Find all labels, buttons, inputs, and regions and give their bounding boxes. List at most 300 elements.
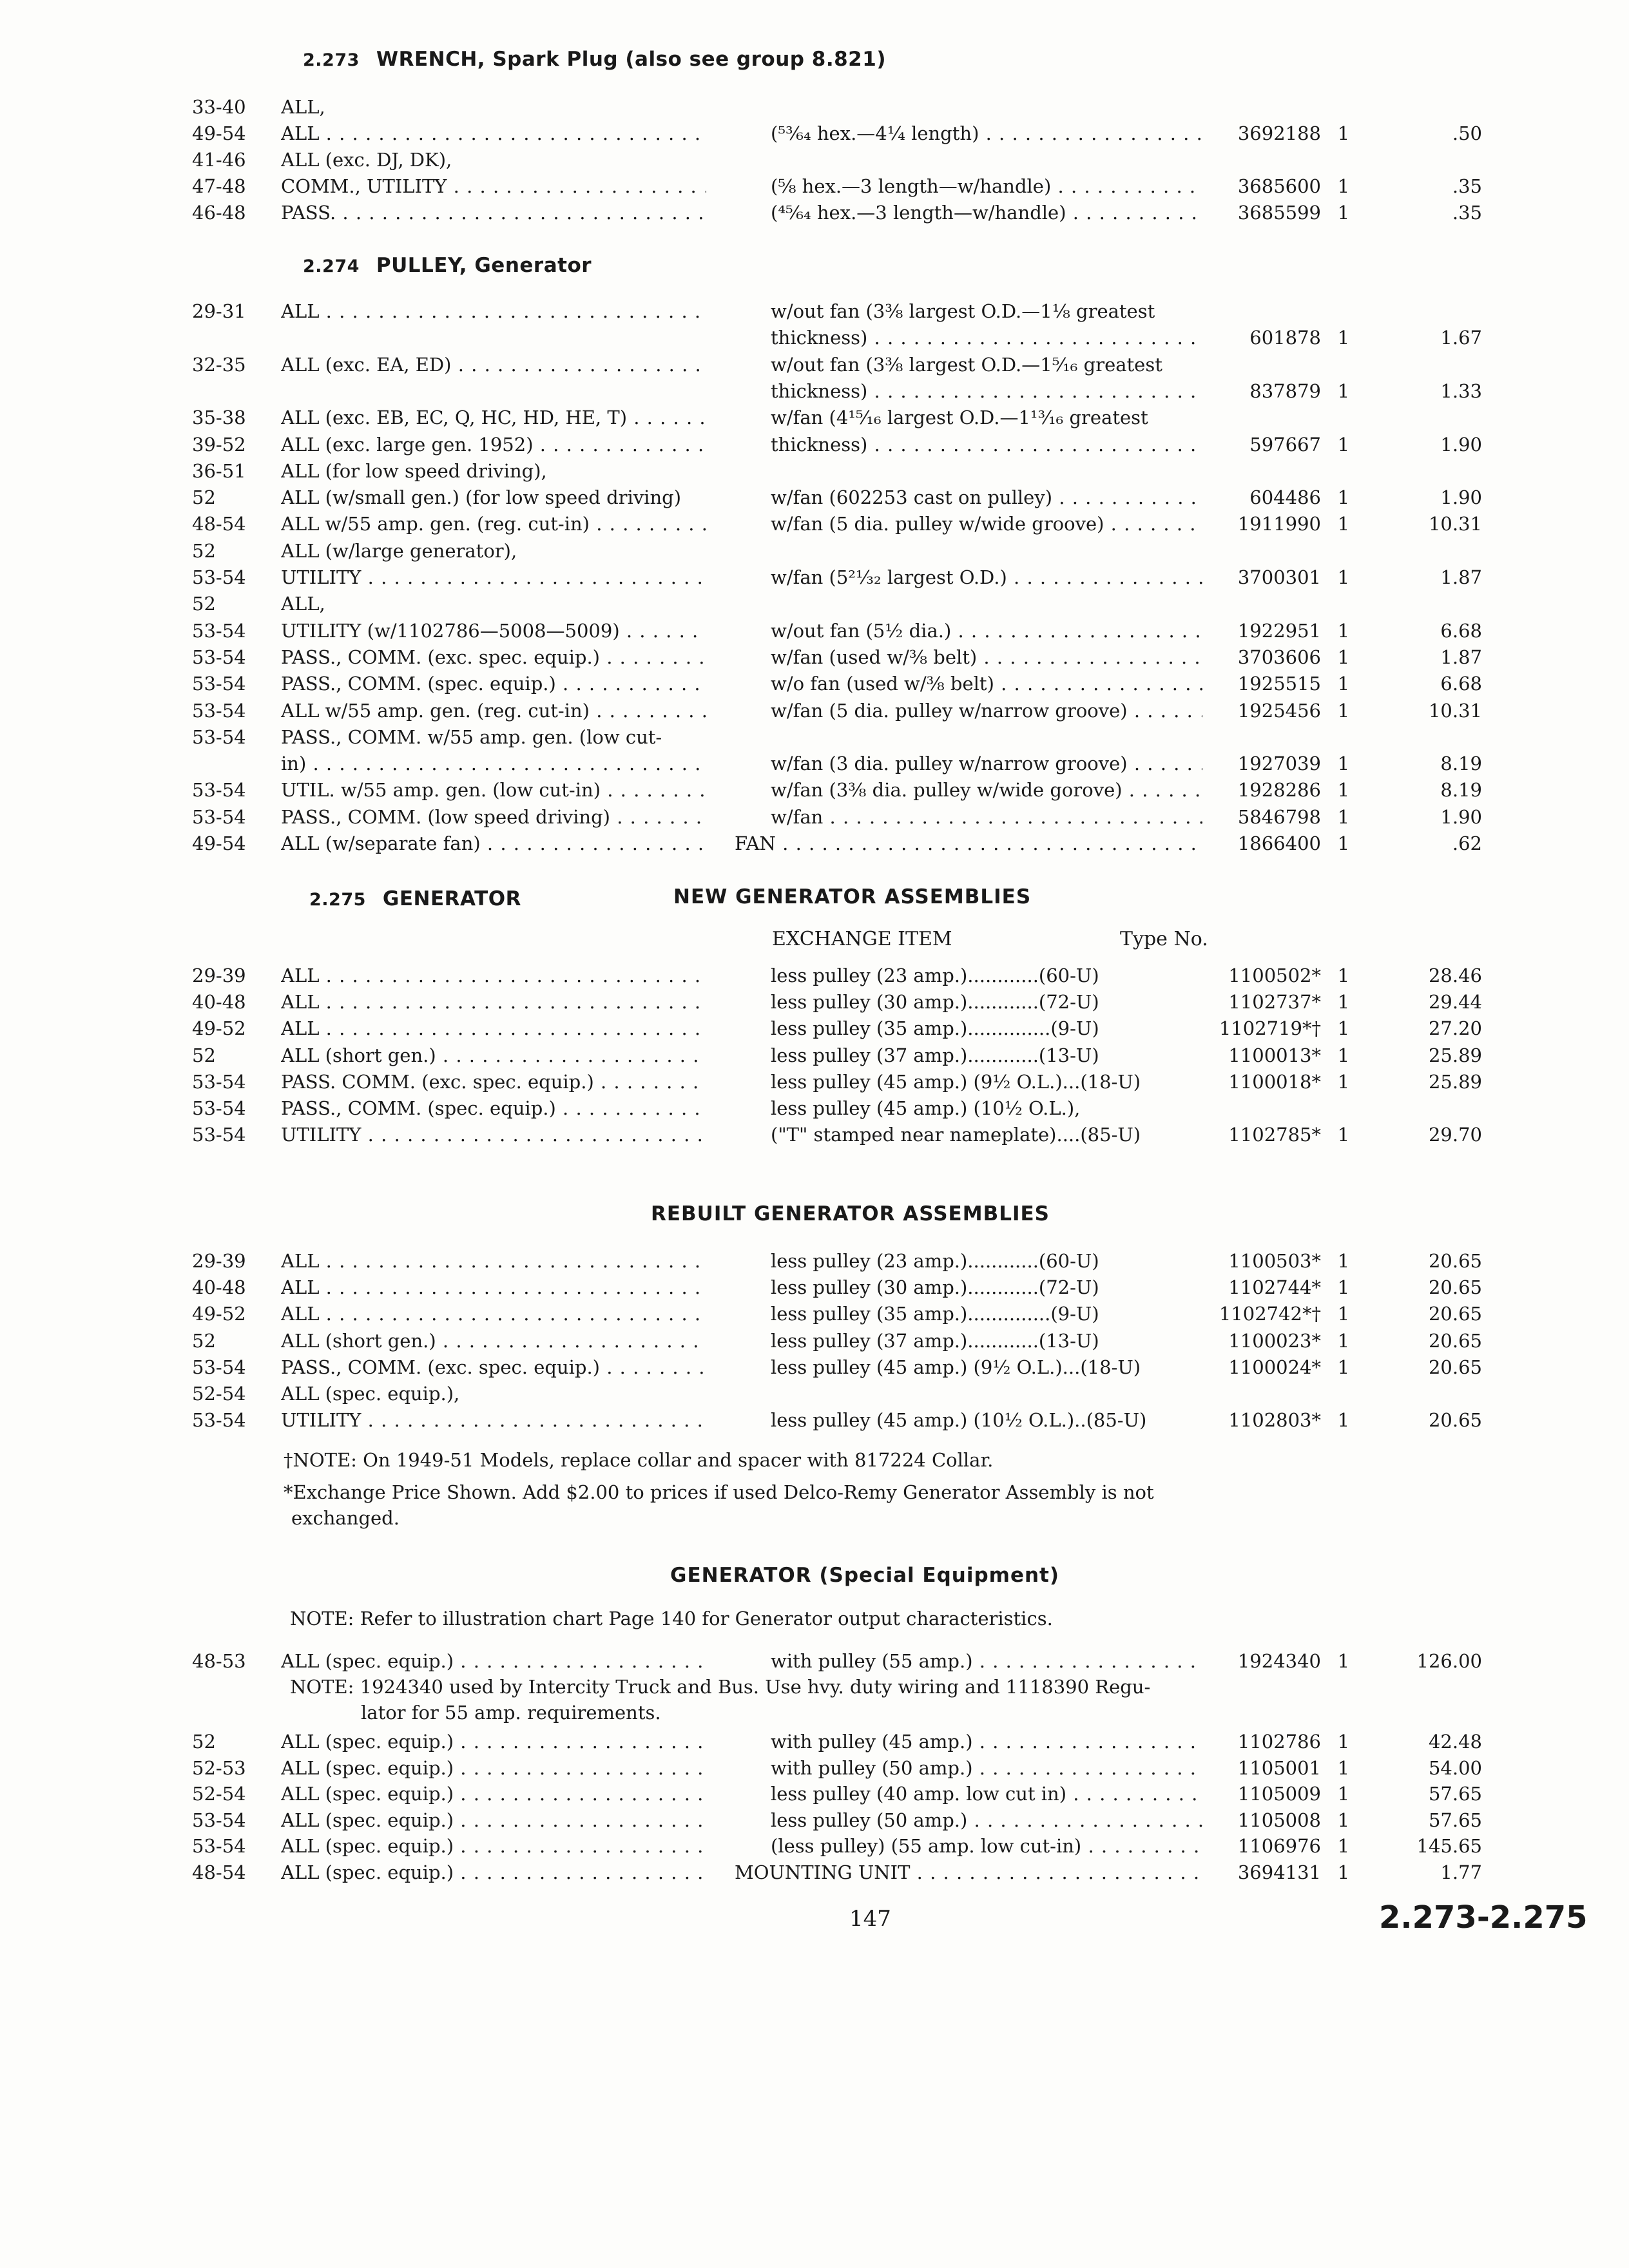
model-years: 53-54	[192, 1097, 246, 1119]
price: 1.90	[1440, 433, 1482, 456]
quantity: 1	[1337, 1276, 1350, 1299]
application: ALL (spec. equip.) . . .	[281, 1833, 706, 1859]
quantity: 1	[1337, 1124, 1350, 1146]
model-years: 35-38	[192, 407, 246, 429]
application: ALL . . .	[281, 298, 706, 324]
description: less pulley (45 amp.) (9½ O.L.)...(18-U)	[771, 1070, 1141, 1093]
quantity: 1	[1337, 327, 1350, 349]
part-row	[0, 538, 1629, 564]
price: 1.87	[1440, 566, 1482, 588]
part-row	[0, 458, 1629, 484]
part-number: 1100023*	[1228, 1329, 1321, 1352]
price: 10.31	[1428, 513, 1482, 535]
model-years: 53-54	[192, 1070, 246, 1093]
quantity: 1	[1337, 991, 1350, 1014]
price: 6.68	[1440, 619, 1482, 642]
part-row	[0, 1781, 1629, 1807]
section-heading: WRENCH, Spark Plug (also see group 8.821)	[376, 48, 886, 71]
quantity: 1	[1337, 380, 1350, 402]
part-row	[0, 173, 1629, 199]
model-years: 53-54	[192, 699, 246, 722]
part-row	[0, 1328, 1629, 1354]
part-number: 601878	[1249, 327, 1321, 349]
part-number: 5846798	[1237, 805, 1321, 828]
part-row	[0, 1301, 1629, 1327]
part-number: 1100018*	[1228, 1070, 1321, 1093]
quantity: 1	[1337, 1835, 1350, 1857]
application: ALL (w/small gen.) (for low speed driving)	[281, 486, 682, 509]
quantity: 1	[1337, 1756, 1350, 1779]
quantity: 1	[1337, 1809, 1350, 1831]
application: ALL (spec. equip.) . . .	[281, 1729, 706, 1754]
part-number: 1100502*	[1228, 965, 1321, 986]
special-inline-note-cont: lator for 55 amp. requirements.	[361, 1702, 661, 1724]
model-years: 53-54	[192, 646, 246, 668]
application: ALL . . .	[281, 1274, 706, 1300]
quantity: 1	[1337, 805, 1350, 828]
price: 20.65	[1428, 1329, 1482, 1352]
part-number: 1924340	[1237, 1650, 1321, 1672]
model-years: 52-54	[192, 1383, 246, 1405]
part-row	[0, 1043, 1629, 1068]
application: UTILITY . . .	[281, 564, 706, 590]
part-number: 604486	[1249, 486, 1321, 509]
application: ALL (spec. equip.) . . .	[281, 1781, 706, 1807]
part-number: 3692188	[1237, 122, 1321, 144]
model-years: 53-54	[192, 805, 246, 828]
quantity: 1	[1337, 1250, 1350, 1272]
price: 145.65	[1416, 1835, 1482, 1857]
description: w/out fan (3⅜ largest O.D.—1⁵⁄₁₆ greatest	[771, 353, 1162, 376]
description: with pulley (50 amp.) . . .	[771, 1755, 1202, 1781]
part-row	[0, 1807, 1629, 1833]
price: 20.65	[1428, 1409, 1482, 1432]
quantity: 1	[1337, 566, 1350, 588]
description: w/fan (5 dia. pulley w/narrow groove) . . .	[771, 698, 1202, 724]
part-row	[0, 1860, 1629, 1885]
part-row	[0, 989, 1629, 1015]
application: UTIL. w/55 amp. gen. (low cut-in) . . .	[281, 777, 706, 803]
part-number: 3685600	[1237, 175, 1321, 197]
description: less pulley (37 amp.)............(13-U)	[771, 1329, 1099, 1352]
description: less pulley (35 amp.)..............(9-U)	[771, 1017, 1099, 1040]
model-years: 53-54	[192, 619, 246, 642]
model-years: 52-53	[192, 1756, 246, 1779]
part-number: 1925456	[1237, 699, 1321, 722]
part-row	[0, 804, 1629, 830]
application: ALL,	[281, 593, 325, 615]
price: .35	[1452, 175, 1482, 197]
application: ALL . . .	[281, 989, 706, 1015]
part-row	[0, 1095, 1629, 1121]
price: 1.77	[1440, 1861, 1482, 1883]
price: 1.87	[1440, 646, 1482, 668]
application: COMM., UTILITY . . .	[281, 173, 706, 199]
application: ALL (for low speed driving),	[281, 459, 547, 482]
description: (⁵³⁄₆₄ hex.—4¼ length) . . .	[771, 120, 1202, 146]
model-years: 53-54	[192, 566, 246, 588]
model-years: 53-54	[192, 1409, 246, 1432]
part-number: 3685599	[1237, 202, 1321, 224]
description: less pulley (45 amp.) (10½ O.L.)..(85-U)	[771, 1409, 1147, 1432]
part-row	[0, 564, 1629, 590]
part-row	[0, 644, 1629, 670]
part-row	[0, 1833, 1629, 1859]
quantity: 1	[1337, 1783, 1350, 1805]
model-years: 29-39	[192, 1250, 246, 1272]
model-years: 52	[192, 1731, 216, 1753]
part-number: 1102786	[1237, 1731, 1321, 1753]
model-years: 36-51	[192, 459, 246, 482]
part-number: 1102803*	[1228, 1409, 1321, 1432]
model-years: 53-54	[192, 1809, 246, 1831]
description: with pulley (55 amp.) . . .	[771, 1648, 1202, 1674]
model-years: 53-54	[192, 673, 246, 695]
description: (⅝ hex.—3 length—w/handle) . . .	[771, 173, 1202, 199]
application: ALL (short gen.) . . .	[281, 1043, 706, 1068]
description: w/out fan (5½ dia.) . . .	[771, 618, 1202, 644]
price: 20.65	[1428, 1276, 1482, 1299]
description: with pulley (45 amp.) . . .	[771, 1729, 1202, 1754]
description: w/fan . . .	[771, 804, 1202, 830]
application: PASS. . . .	[281, 200, 706, 226]
section-number: 2.275	[309, 890, 366, 910]
price: 57.65	[1428, 1783, 1482, 1805]
price: 20.65	[1428, 1356, 1482, 1378]
description: w/fan (4¹⁵⁄₁₆ largest O.D.—1¹³⁄₁₆ greatest	[771, 407, 1148, 429]
model-years: 53-54	[192, 1124, 246, 1146]
application: ALL (spec. equip.) . . .	[281, 1648, 706, 1674]
price: 20.65	[1428, 1250, 1482, 1272]
application: ALL (w/large generator),	[281, 539, 517, 562]
model-years: 52	[192, 593, 216, 615]
model-years: 52	[192, 486, 216, 509]
price: 1.90	[1440, 486, 1482, 509]
part-number: 1102737*	[1228, 991, 1321, 1014]
price: 10.31	[1428, 699, 1482, 722]
application: PASS., COMM. (exc. spec. equip.) . . .	[281, 644, 706, 670]
part-row	[0, 1354, 1629, 1380]
description: (less pulley) (55 amp. low cut-in) . . .	[771, 1833, 1202, 1859]
description: w/fan (3⅜ dia. pulley w/wide gorove) . . .	[771, 777, 1202, 803]
price: .62	[1452, 832, 1482, 854]
quantity: 1	[1337, 513, 1350, 535]
part-number: 3700301	[1237, 566, 1321, 588]
description: w/fan (5²¹⁄₃₂ largest O.D.) . . .	[771, 564, 1202, 590]
part-number: 1105009	[1237, 1783, 1321, 1805]
quantity: 1	[1337, 1731, 1350, 1753]
description: less pulley (50 amp.) . . .	[771, 1807, 1202, 1833]
quantity: 1	[1337, 1017, 1350, 1040]
quantity: 1	[1337, 699, 1350, 722]
application: UTILITY . . .	[281, 1122, 706, 1148]
quantity: 1	[1337, 673, 1350, 695]
quantity: 1	[1337, 1650, 1350, 1672]
model-years: 49-54	[192, 832, 246, 854]
part-row	[0, 1274, 1629, 1300]
price: 28.46	[1428, 965, 1482, 986]
part-row	[0, 511, 1629, 537]
quantity: 1	[1337, 779, 1350, 802]
model-years: 52	[192, 539, 216, 562]
quantity: 1	[1337, 122, 1350, 144]
part-number: 1928286	[1237, 779, 1321, 802]
model-years: 53-54	[192, 1835, 246, 1857]
model-years: 40-48	[192, 1276, 246, 1299]
quantity: 1	[1337, 619, 1350, 642]
part-row	[0, 724, 1629, 750]
model-years: 49-52	[192, 1303, 246, 1325]
quantity: 1	[1337, 1044, 1350, 1066]
part-row	[0, 698, 1629, 724]
part-number: 1922951	[1237, 619, 1321, 642]
part-row	[0, 751, 1629, 776]
part-row	[0, 1755, 1629, 1781]
part-number: 1102719*†	[1219, 1017, 1321, 1040]
application: PASS., COMM. w/55 amp. gen. (low cut-	[281, 726, 662, 748]
description: w/o fan (used w/⅜ belt) . . .	[771, 671, 1202, 697]
model-years: 49-54	[192, 122, 246, 144]
quantity: 1	[1337, 175, 1350, 197]
price: 29.44	[1428, 991, 1482, 1014]
model-years: 41-46	[192, 149, 246, 171]
part-row	[0, 591, 1629, 617]
part-row	[0, 485, 1629, 510]
application: ALL (w/separate fan) . . .	[281, 831, 706, 856]
part-row	[0, 1248, 1629, 1274]
description: thickness) . . .	[771, 325, 1202, 351]
quantity: 1	[1337, 1303, 1350, 1325]
part-row	[0, 1122, 1629, 1148]
description: less pulley (30 amp.)............(72-U)	[771, 1276, 1099, 1299]
quantity: 1	[1337, 646, 1350, 668]
part-number: 1102785*	[1228, 1124, 1321, 1146]
quantity: 1	[1337, 1070, 1350, 1093]
application: ALL (spec. equip.) . . .	[281, 1755, 706, 1781]
description: w/fan (602253 cast on pulley) . . .	[771, 485, 1202, 510]
section-number: 2.273	[303, 50, 360, 70]
application: ALL (spec. equip.) . . .	[281, 1860, 706, 1885]
model-years: 53-54	[192, 779, 246, 802]
page-number: 147	[849, 1906, 891, 1932]
application: PASS., COMM. (spec. equip.) . . .	[281, 671, 706, 697]
description: thickness) . . .	[771, 432, 1202, 457]
application: PASS., COMM. (exc. spec. equip.) . . .	[281, 1354, 706, 1380]
part-row	[0, 94, 1629, 120]
application: UTILITY . . .	[281, 1407, 706, 1433]
part-number: 1102744*	[1228, 1276, 1321, 1299]
part-row	[0, 963, 1629, 988]
application: ALL . . .	[281, 120, 706, 146]
description: w/out fan (3⅜ largest O.D.—1⅛ greatest	[771, 300, 1155, 322]
application: ALL . . .	[281, 1248, 706, 1274]
part-row	[0, 1648, 1629, 1674]
application: ALL w/55 amp. gen. (reg. cut-in) . . .	[281, 698, 706, 724]
type-no-header: Type No.	[1120, 928, 1208, 950]
price: 54.00	[1428, 1756, 1482, 1779]
model-years: 48-54	[192, 513, 246, 535]
application: PASS., COMM. (low speed driving) . . .	[281, 804, 706, 830]
quantity: 1	[1337, 1861, 1350, 1883]
part-row	[0, 432, 1629, 457]
application: PASS. COMM. (exc. spec. equip.) . . .	[281, 1069, 706, 1095]
section-range: 2.273-2.275	[1379, 1899, 1588, 1936]
price: 1.90	[1440, 805, 1482, 828]
quantity: 1	[1337, 1409, 1350, 1432]
model-years: 39-52	[192, 433, 246, 456]
model-years: 53-54	[192, 1356, 246, 1378]
description: w/fan (used w/⅜ belt) . . .	[771, 644, 1202, 670]
price: 1.33	[1440, 380, 1482, 402]
part-number: 1911990	[1237, 513, 1321, 535]
model-years: 29-31	[192, 300, 246, 322]
part-row	[0, 671, 1629, 697]
price: 1.67	[1440, 327, 1482, 349]
model-years: 29-39	[192, 965, 246, 986]
quantity: 1	[1337, 1329, 1350, 1352]
part-number: 1102742*†	[1219, 1303, 1321, 1325]
part-row	[0, 325, 1629, 351]
quantity: 1	[1337, 965, 1350, 986]
part-row	[0, 1729, 1629, 1754]
description: less pulley (35 amp.)..............(9-U)	[771, 1303, 1099, 1325]
special-equipment-title: GENERATOR (Special Equipment)	[670, 1564, 1060, 1587]
application: ALL (exc. EB, EC, Q, HC, HD, HE, T) . . .	[281, 405, 706, 430]
part-number: 1866400	[1237, 832, 1321, 854]
quantity: 1	[1337, 486, 1350, 509]
section-title-2-273	[303, 48, 886, 71]
section-title-2-275	[309, 887, 521, 910]
model-years: 52	[192, 1044, 216, 1066]
application: ALL (spec. equip.) . . .	[281, 1807, 706, 1833]
price: 20.65	[1428, 1303, 1482, 1325]
description: less pulley (40 amp. low cut in) . . .	[771, 1781, 1202, 1807]
dagger-note: †NOTE: On 1949-51 Models, replace collar and spacer with 817224 Collar.	[284, 1449, 994, 1471]
application: ALL (exc. DJ, DK),	[281, 149, 452, 171]
model-years: 49-52	[192, 1017, 246, 1040]
part-number: 1106976	[1237, 1835, 1321, 1857]
part-row	[0, 777, 1629, 803]
model-years: 32-35	[192, 353, 246, 376]
part-row	[0, 831, 1629, 856]
quantity: 1	[1337, 433, 1350, 456]
application: ALL (exc. large gen. 1952) . . .	[281, 432, 706, 457]
application: ALL w/55 amp. gen. (reg. cut-in) . . .	[281, 511, 706, 537]
price: 29.70	[1428, 1124, 1482, 1146]
part-number: 1100503*	[1228, 1250, 1321, 1272]
part-row	[0, 1069, 1629, 1095]
application: in) . . .	[281, 751, 706, 776]
exchange-price-note: *Exchange Price Shown. Add $2.00 to prices if used Delco-Remy Generator Assembly is not	[284, 1481, 1154, 1503]
description: less pulley (30 amp.)............(72-U)	[771, 991, 1099, 1014]
description: MOUNTING UNIT . . .	[735, 1860, 1202, 1885]
description: w/fan (5 dia. pulley w/wide groove) . . .	[771, 511, 1202, 537]
part-number: 1100013*	[1228, 1044, 1321, 1066]
application: PASS., COMM. (spec. equip.) . . .	[281, 1095, 706, 1121]
price: 6.68	[1440, 673, 1482, 695]
price: 42.48	[1428, 1731, 1482, 1753]
description: (⁴⁵⁄₆₄ hex.—3 length—w/handle) . . .	[771, 200, 1202, 226]
section-number: 2.274	[303, 256, 360, 276]
description: w/fan (3 dia. pulley w/narrow groove) . . .	[771, 751, 1202, 776]
quantity: 1	[1337, 1356, 1350, 1378]
model-years: 53-54	[192, 726, 246, 748]
price: 8.19	[1440, 779, 1482, 802]
exchange-price-note-cont: exchanged.	[291, 1507, 400, 1529]
model-years: 33-40	[192, 96, 246, 118]
part-number: 3694131	[1237, 1861, 1321, 1883]
price: 25.89	[1428, 1070, 1482, 1093]
price: 8.19	[1440, 753, 1482, 775]
special-equipment-note: NOTE: Refer to illustration chart Page 140 for Generator output characteristics.	[290, 1608, 1053, 1629]
quantity: 1	[1337, 753, 1350, 775]
price: 126.00	[1416, 1650, 1482, 1672]
description: less pulley (23 amp.)............(60-U)	[771, 965, 1099, 986]
part-number: 1105001	[1237, 1756, 1321, 1779]
model-years: 47-48	[192, 175, 246, 197]
application: ALL . . .	[281, 1301, 706, 1327]
part-number: 597667	[1249, 433, 1321, 456]
special-inline-note: NOTE: 1924340 used by Intercity Truck and Bus. Use hvy. duty wiring and 1118390 Regu-	[290, 1676, 1151, 1698]
section-heading: GENERATOR	[382, 887, 521, 910]
description: thickness) . . .	[771, 378, 1202, 404]
application: ALL (short gen.) . . .	[281, 1328, 706, 1354]
application: ALL (spec. equip.),	[281, 1383, 460, 1405]
part-row	[0, 1381, 1629, 1407]
part-number: 837879	[1249, 380, 1321, 402]
description: less pulley (45 amp.) (9½ O.L.)...(18-U)	[771, 1356, 1141, 1378]
part-row	[0, 405, 1629, 430]
description: less pulley (37 amp.)............(13-U)	[771, 1044, 1099, 1066]
application: ALL,	[281, 96, 325, 118]
part-number: 1925515	[1237, 673, 1321, 695]
part-row	[0, 378, 1629, 404]
quantity: 1	[1337, 202, 1350, 224]
section-title-2-274	[303, 254, 592, 277]
part-row	[0, 298, 1629, 324]
application: ALL . . .	[281, 963, 706, 988]
part-number: 1100024*	[1228, 1356, 1321, 1378]
part-row	[0, 1407, 1629, 1433]
part-number: 3703606	[1237, 646, 1321, 668]
part-row	[0, 1015, 1629, 1041]
application: UTILITY (w/1102786—5008—5009) . . .	[281, 618, 706, 644]
part-row	[0, 120, 1629, 146]
model-years: 48-54	[192, 1861, 246, 1883]
model-years: 40-48	[192, 991, 246, 1014]
price: .50	[1452, 122, 1482, 144]
price: .35	[1452, 202, 1482, 224]
quantity: 1	[1337, 832, 1350, 854]
part-number: 1927039	[1237, 753, 1321, 775]
price: 27.20	[1428, 1017, 1482, 1040]
price: 25.89	[1428, 1044, 1482, 1066]
section-heading: PULLEY, Generator	[376, 254, 592, 277]
exchange-item-header: EXCHANGE ITEM	[772, 928, 952, 950]
part-row	[0, 618, 1629, 644]
part-row	[0, 147, 1629, 173]
model-years: 46-48	[192, 202, 246, 224]
description: FAN . . .	[735, 831, 1202, 856]
model-years: 52-54	[192, 1783, 246, 1805]
part-row	[0, 200, 1629, 226]
application: ALL (exc. EA, ED) . . .	[281, 352, 706, 378]
description: ("T" stamped near nameplate)....(85-U)	[771, 1124, 1141, 1146]
new-assemblies-title: NEW GENERATOR ASSEMBLIES	[673, 885, 1032, 908]
part-row	[0, 352, 1629, 378]
part-number: 1105008	[1237, 1809, 1321, 1831]
price: 57.65	[1428, 1809, 1482, 1831]
